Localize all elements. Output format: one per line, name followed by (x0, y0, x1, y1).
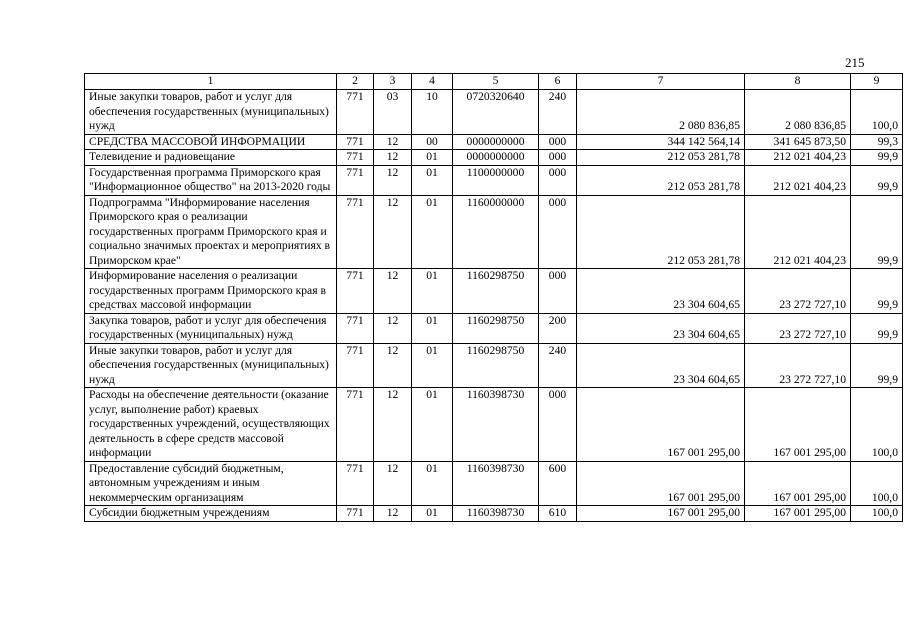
row-name-cell: Субсидии бюджетным учреждениям (85, 506, 337, 522)
section-code-cell: 12 (374, 165, 412, 195)
planned-amount-cell: 212 053 281,78 (577, 165, 745, 195)
table-row (85, 195, 903, 269)
subsection-code-cell: 01 (412, 506, 453, 522)
subsection-code-cell: 01 (412, 313, 453, 343)
actual-amount-cell: 341 645 873,50 (745, 134, 851, 150)
admin-code-cell: 771 (337, 506, 374, 522)
percent-cell: 100,0 (851, 90, 903, 135)
target-article-cell: 1160398730 (453, 461, 539, 506)
target-article-cell: 0720320640 (453, 90, 539, 135)
column-header: 5 (453, 74, 539, 90)
percent-cell: 100,0 (851, 461, 903, 506)
planned-amount-cell: 23 304 604,65 (577, 313, 745, 343)
actual-amount-cell: 212 021 404,23 (745, 165, 851, 195)
expense-type-cell: 000 (539, 195, 577, 269)
expense-type-cell: 200 (539, 313, 577, 343)
target-article-cell: 1160398730 (453, 388, 539, 462)
percent-cell: 99,9 (851, 313, 903, 343)
section-code-cell: 12 (374, 150, 412, 166)
planned-amount-cell: 167 001 295,00 (577, 461, 745, 506)
planned-amount-cell: 212 053 281,78 (577, 150, 745, 166)
section-code-cell: 12 (374, 461, 412, 506)
table-row (85, 165, 903, 195)
row-name-cell: Иные закупки товаров, работ и услуг для обеспечения государственных (муниципальных) нужд (85, 343, 337, 388)
table-row (85, 461, 903, 506)
section-code-cell: 12 (374, 134, 412, 150)
subsection-code-cell: 01 (412, 150, 453, 166)
section-code-cell: 12 (374, 343, 412, 388)
expense-type-cell: 610 (539, 506, 577, 522)
subsection-code-cell: 01 (412, 343, 453, 388)
section-code-cell: 03 (374, 90, 412, 135)
actual-amount-cell: 23 272 727,10 (745, 269, 851, 314)
subsection-code-cell: 10 (412, 90, 453, 135)
row-name-cell: Предоставление субсидий бюджетным, автономным учреждениям и иным некоммерческим организациям (85, 461, 337, 506)
admin-code-cell: 771 (337, 134, 374, 150)
admin-code-cell: 771 (337, 343, 374, 388)
section-code-cell: 12 (374, 506, 412, 522)
expense-type-cell: 240 (539, 343, 577, 388)
table-row (85, 313, 903, 343)
table-row (85, 506, 903, 522)
row-name-cell: Расходы на обеспечение деятельности (оказание услуг, выполнение работ) краевых государственных учреждений, осуществляющих деятельность в сфере средств массовой информации (85, 388, 337, 462)
admin-code-cell: 771 (337, 150, 374, 166)
target-article-cell: 0000000000 (453, 150, 539, 166)
subsection-code-cell: 01 (412, 388, 453, 462)
row-name-cell: Телевидение и радиовещание (85, 150, 337, 166)
expense-type-cell: 000 (539, 388, 577, 462)
percent-cell: 99,3 (851, 134, 903, 150)
table-row (85, 90, 903, 135)
admin-code-cell: 771 (337, 165, 374, 195)
column-header: 3 (374, 74, 412, 90)
table-row (85, 134, 903, 150)
column-header: 8 (745, 74, 851, 90)
table-row (85, 150, 903, 166)
row-name-cell: Закупка товаров, работ и услуг для обеспечения государственных (муниципальных) нужд (85, 313, 337, 343)
planned-amount-cell: 344 142 564,14 (577, 134, 745, 150)
row-name-cell: Подпрограмма "Информирование населения Приморского края о реализации государственных программ Приморского края и социально значимых проектах и мероприятиях в Приморском крае" (85, 195, 337, 269)
admin-code-cell: 771 (337, 269, 374, 314)
planned-amount-cell: 23 304 604,65 (577, 343, 745, 388)
target-article-cell: 1160398730 (453, 506, 539, 522)
target-article-cell: 1160298750 (453, 313, 539, 343)
planned-amount-cell: 167 001 295,00 (577, 506, 745, 522)
column-header: 4 (412, 74, 453, 90)
percent-cell: 99,9 (851, 269, 903, 314)
expense-type-cell: 000 (539, 134, 577, 150)
column-header: 2 (337, 74, 374, 90)
section-code-cell: 12 (374, 195, 412, 269)
column-header: 9 (851, 74, 903, 90)
percent-cell: 99,9 (851, 150, 903, 166)
percent-cell: 100,0 (851, 388, 903, 462)
target-article-cell: 1160298750 (453, 343, 539, 388)
target-article-cell: 1100000000 (453, 165, 539, 195)
expense-type-cell: 600 (539, 461, 577, 506)
section-code-cell: 12 (374, 313, 412, 343)
planned-amount-cell: 212 053 281,78 (577, 195, 745, 269)
admin-code-cell: 771 (337, 313, 374, 343)
actual-amount-cell: 23 272 727,10 (745, 343, 851, 388)
expense-type-cell: 000 (539, 269, 577, 314)
row-name-cell: Информирование населения о реализации государственных программ Приморского края в средствах массовой информации (85, 269, 337, 314)
actual-amount-cell: 2 080 836,85 (745, 90, 851, 135)
admin-code-cell: 771 (337, 90, 374, 135)
percent-cell: 99,9 (851, 165, 903, 195)
actual-amount-cell: 167 001 295,00 (745, 461, 851, 506)
subsection-code-cell: 00 (412, 134, 453, 150)
table-row (85, 269, 903, 314)
column-header: 6 (539, 74, 577, 90)
table-row (85, 343, 903, 388)
column-header: 7 (577, 74, 745, 90)
target-article-cell: 0000000000 (453, 134, 539, 150)
row-name-cell: Государственная программа Приморского края "Информационное общество" на 2013-2020 годы (85, 165, 337, 195)
admin-code-cell: 771 (337, 461, 374, 506)
admin-code-cell: 771 (337, 388, 374, 462)
budget-table (84, 73, 903, 522)
section-code-cell: 12 (374, 388, 412, 462)
actual-amount-cell: 167 001 295,00 (745, 388, 851, 462)
percent-cell: 100,0 (851, 506, 903, 522)
page-number: 215 (845, 55, 865, 70)
planned-amount-cell: 23 304 604,65 (577, 269, 745, 314)
actual-amount-cell: 167 001 295,00 (745, 506, 851, 522)
actual-amount-cell: 23 272 727,10 (745, 313, 851, 343)
subsection-code-cell: 01 (412, 269, 453, 314)
actual-amount-cell: 212 021 404,23 (745, 195, 851, 269)
percent-cell: 99,9 (851, 343, 903, 388)
subsection-code-cell: 01 (412, 165, 453, 195)
target-article-cell: 1160298750 (453, 269, 539, 314)
row-name-cell: СРЕДСТВА МАССОВОЙ ИНФОРМАЦИИ (85, 134, 337, 150)
actual-amount-cell: 212 021 404,23 (745, 150, 851, 166)
column-header: 1 (85, 74, 337, 90)
header-row (85, 74, 903, 90)
expense-type-cell: 240 (539, 90, 577, 135)
expense-type-cell: 000 (539, 150, 577, 166)
percent-cell: 99,9 (851, 195, 903, 269)
section-code-cell: 12 (374, 269, 412, 314)
row-name-cell: Иные закупки товаров, работ и услуг для обеспечения государственных (муниципальных) нужд (85, 90, 337, 135)
planned-amount-cell: 167 001 295,00 (577, 388, 745, 462)
planned-amount-cell: 2 080 836,85 (577, 90, 745, 135)
table-row (85, 388, 903, 462)
expense-type-cell: 000 (539, 165, 577, 195)
admin-code-cell: 771 (337, 195, 374, 269)
subsection-code-cell: 01 (412, 461, 453, 506)
subsection-code-cell: 01 (412, 195, 453, 269)
target-article-cell: 1160000000 (453, 195, 539, 269)
